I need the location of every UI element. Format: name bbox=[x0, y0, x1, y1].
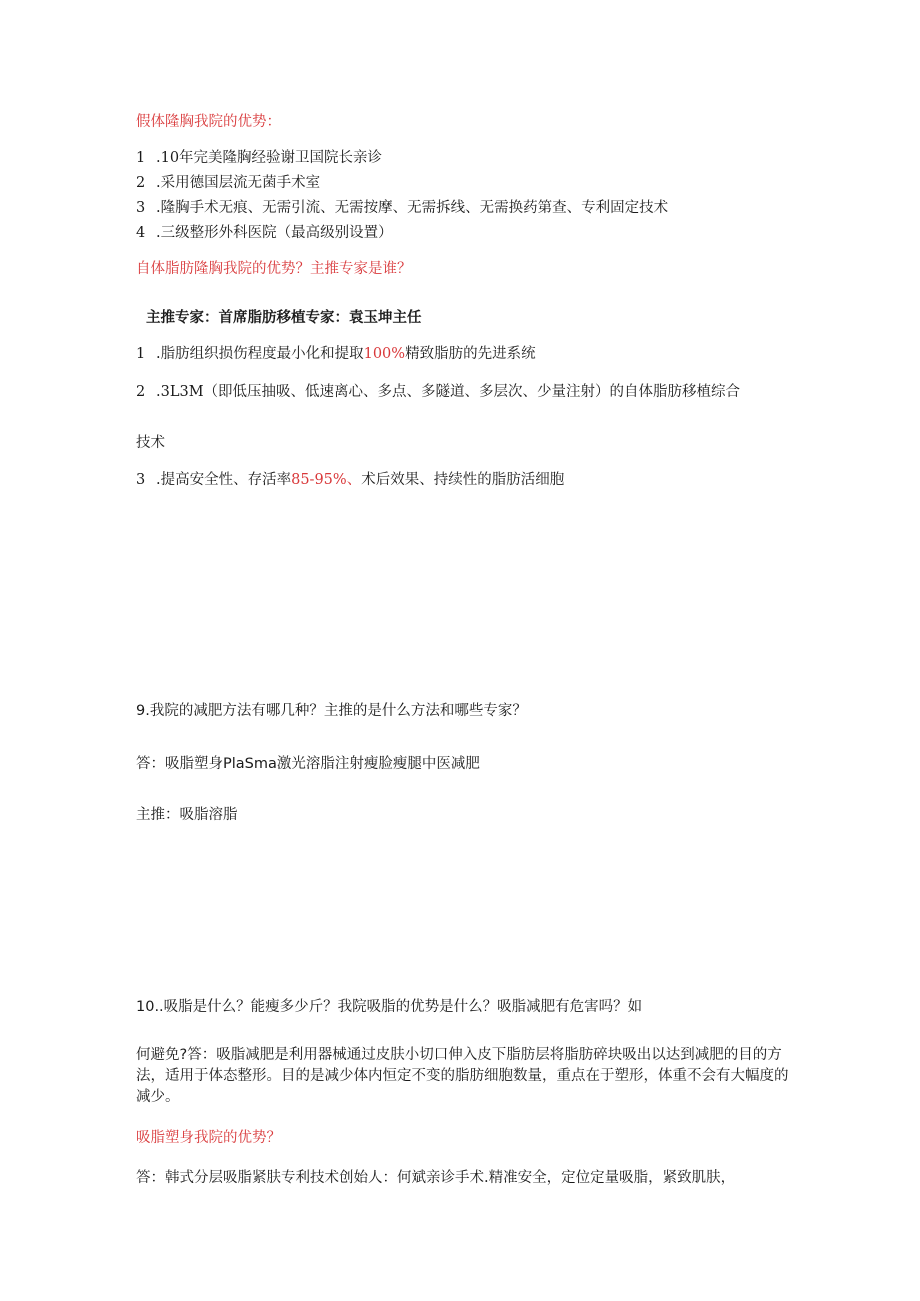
weight-loss-question: 9.我院的减肥方法有哪几种？主推的是什么方法和哪些专家？ bbox=[136, 703, 527, 719]
liposuction-advantage-title: 吸脂塑身我院的优势？ bbox=[136, 1130, 281, 1146]
liposuction-question: 10..吸脂是什么？能瘦多少斤？我院吸脂的优势是什么？吸脂减肥有危害吗？如 bbox=[136, 999, 643, 1015]
fat-item-2: 2 .3L3M（即低压抽吸、低速离心、多点、多隧道、多层次、少量注射）的自体脂肪移植综合 bbox=[136, 384, 741, 400]
fat-item-3: 3 .提高安全性、存活率85-95%、术后效果、持续性的脂肪活细胞 bbox=[136, 472, 565, 488]
liposuction-answer: 何避免?答：吸脂减肥是利用器械通过皮肤小切口伸入皮下脂肪层将脂肪碎块吸出以达到减肥的目的方法，适用于体态整形。目的是减少体内恒定不变的脂肪细胞数量，重点在于塑形，体重不会有大幅度的减少。 bbox=[136, 1047, 789, 1105]
expert-line: 主推专家：首席脂肪移植专家：袁玉坤主任 bbox=[146, 310, 422, 326]
implant-advantages-title: 假体隆胸我院的优势： bbox=[136, 114, 281, 130]
liposuction-advantage-answer: 答：韩式分层吸脂紧肤专利技术创始人：何斌亲诊手术.精准安全，定位定量吸脂，紧致肌肤， bbox=[136, 1170, 736, 1186]
main-push-line: 主推：吸脂溶脂 bbox=[136, 807, 238, 823]
fat-item-2-continued: 技术 bbox=[136, 435, 165, 451]
implant-item-3: 3 .隆胸手术无痕、无需引流、无需按摩、无需拆线、无需换药第查、专利固定技术 bbox=[136, 200, 669, 216]
implant-item-2: 2 .采用德国层流无菌手术室 bbox=[136, 175, 321, 191]
implant-item-4: 4 .三级整形外科医院（最高级别设置） bbox=[136, 225, 393, 241]
implant-item-1: 1 .10年完美隆胸经验谢卫国院长亲诊 bbox=[136, 150, 383, 166]
fat-item-1: 1 .脂肪组织损伤程度最小化和提取100%精致脂肪的先进系统 bbox=[136, 346, 536, 362]
weight-loss-answer: 答：吸脂塑身PlaSma激光溶脂注射瘦脸瘦腿中医减肥 bbox=[136, 756, 480, 772]
fat-graft-title: 自体脂肪隆胸我院的优势？主推专家是谁？ bbox=[136, 261, 412, 277]
